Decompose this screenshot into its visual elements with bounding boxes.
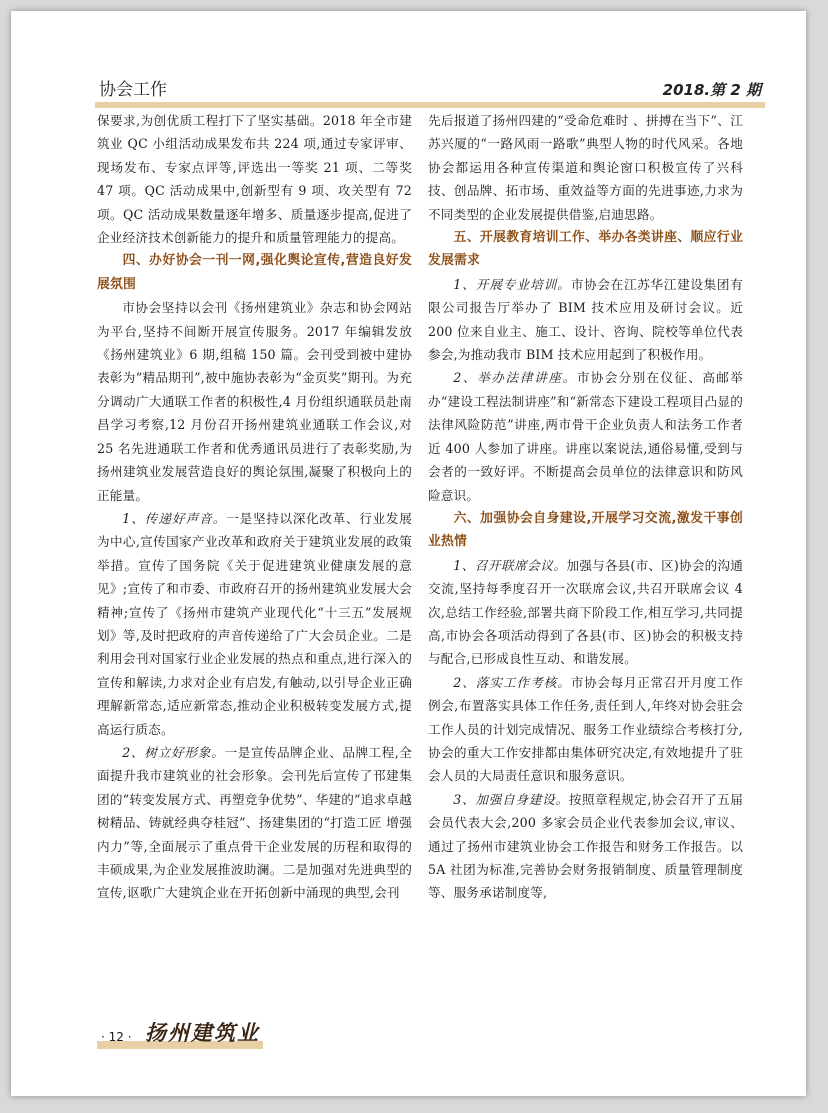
header-rule — [95, 102, 765, 108]
paragraph — [428, 554, 743, 671]
paragraph-lead: 2、举办法律讲座。 — [453, 370, 577, 386]
paragraph: 市协会坚持以会刊《扬州建筑业》杂志和协会网站为平台,坚持不间断开展宣传服务。2017 年编辑发放《扬州建筑业》6 期,组稿 150 篇。会刊受到被中建协表彰为“精品期刊”,被中施协表彰为“金页奖”期刊。为充分调动广大通联工作者的积极性,4 月份组织通联员赴南昌学习考察,12 月份召开扬州建筑业通联工作会议,对 25 名先进通联工作者和优秀通讯员进行了表彰奖励,为扬州建筑业发展营造良好的舆论氛围,凝聚了积极向上的正能量。 — [97, 300, 412, 503]
paragraph-lead: 1、传递好声音。 — [122, 510, 227, 526]
paragraph-body: 市协会每月正常召开月度工作例会,布置落实具体工作任务,责任到人,年终对协会驻会工作人员的计划完成情况、服务工作业绩综合考核打分,协会的重大工作安排都由集体研究决定,有效地提升了驻会人员的大局责任意识和服务意识。 — [428, 674, 744, 784]
section-title: 协会工作 — [99, 80, 167, 100]
paragraph — [428, 788, 743, 905]
paragraph: 先后报道了扬州四建的“受命危难时 、拼搏在当下”、江苏兴厦的“一路风雨一路歌”典型人物的时代风采。各地协会都运用各种宣传渠道和舆论窗口积极宣传了兴科技、创品牌、拓市场、重效益等方面的先进事迹,力求为不同类型的企业发展提供借鉴,启迪思路。 — [428, 113, 743, 222]
paragraph — [97, 741, 412, 905]
issue-number: 2018.第 2 期 — [662, 81, 761, 99]
paragraph-body: 市协会在江苏华江建设集团有限公司报告厅举办了 BIM 技术应用及研讨会议。近 200 位来自业主、施工、设计、咨询、院校等单位代表参会,为推动我市 BIM 技术应用起到了积极作用。 — [428, 276, 744, 363]
paragraph: 保要求,为创优质工程打下了坚实基础。2018 年全市建筑业 QC 小组活动成果发布共 224 项,通过专家评审、现场发布、专家点评等,评选出一等奖 21 项、二等奖 47 项。QC 活动成果中,创新型有 9 项、攻关型有 72 项。QC 活动成果数量逐年增多、质量逐步提高,促进了企业经济技术创新能力的提升和质量管理能力的提高。 — [97, 113, 412, 246]
paragraph — [428, 273, 743, 367]
page-number: · 12 · — [101, 1030, 132, 1044]
paragraph-lead: 1、开展专业培训。 — [453, 276, 571, 292]
magazine-page — [11, 11, 806, 1096]
paragraph — [97, 507, 412, 741]
paragraph — [428, 366, 743, 506]
page-header — [97, 79, 763, 101]
paragraph-lead: 2、落实工作考核。 — [453, 674, 571, 690]
left-column — [97, 109, 412, 905]
paragraph-body: 一是坚持以深化改革、行业发展为中心,宣传国家产业改革和政府关于建筑业发展的政策举措。宣传了国务院《关于促进建筑业健康发展的意见》;宣传了和市委、市政府召开的扬州建筑业发展大会精神;宣传了《扬州市建筑产业现代化“十三五”发展规划》等,及时把政府的声音传递给了广大会员企业。二是利用会刊对国家行业企业发展的热点和重点,进行深入的宣传和解读,力求对企业有启发,有触动,以引导企业正确理解新常态,适应新常态,推动企业积极转变发展方式,提高运行质态。 — [97, 510, 412, 737]
paragraph — [428, 671, 743, 788]
section-heading-5: 五、开展教育培训工作、举办各类讲座、顺应行业发展需求 — [428, 230, 743, 269]
paragraph-lead: 2、树立好形象。 — [122, 744, 225, 760]
paragraph-lead: 1、召开联席会议。 — [453, 557, 567, 573]
paragraph-body: 加强与各县(市、区)协会的沟通交流,坚持每季度召开一次联席会议,共召开联席会议 4 次,总结工作经验,部署共商下阶段工作,相互学习,共同提高,市协会各项活动得到了各县(市、区)协会的积极支持与配合,已形成良性互动、和谐发展。 — [428, 557, 743, 667]
section-heading-6: 六、加强协会自身建设,开展学习交流,激发干事创业热情 — [428, 510, 743, 550]
paragraph-lead: 3、加强自身建设。 — [453, 791, 569, 807]
right-column — [428, 109, 743, 905]
magazine-logo: 扬州建筑业 — [145, 1020, 260, 1045]
paragraph-body: 市协会分别在仪征、高邮举办“建设工程法制讲座”和“新常态下建设工程项目凸显的法律风险防范”讲座,两市骨干企业负责人和法务工作者近 400 人参加了讲座。讲座以案说法,通俗易懂,受到与会者的一致好评。不断提高会员单位的法律意识和防风险意识。 — [428, 370, 743, 503]
paragraph-body: 按照章程规定,协会召开了五届会员代表大会,200 多家会员企业代表参加会议,审议、通过了扬州市建筑业协会工作报告和财务工作报告。以 5A 社团为标准,完善协会财务报销制度、质量管理制度等、服务承诺制度等, — [428, 791, 743, 901]
section-heading-4: 四、办好协会一刊一网,强化舆论宣传,营造良好发展氛围 — [97, 253, 412, 292]
paragraph-body: 一是宣传品牌企业、品牌工程,全面提升我市建筑业的社会形象。会刊先后宣传了邗建集团的“转变发展方式、再塑竞争优势”、华建的“追求卓越树精品、铸就经典夺桂冠”、扬建集团的“打造工匠 增强内力”等,全面展示了重点骨干企业发展的历程和取得的丰硕成果,为企业发展推波助澜。二是加强对先进典型的宣传,讴歌广大建筑企业在开拓创新中涌现的典型,会刊 — [97, 744, 412, 901]
